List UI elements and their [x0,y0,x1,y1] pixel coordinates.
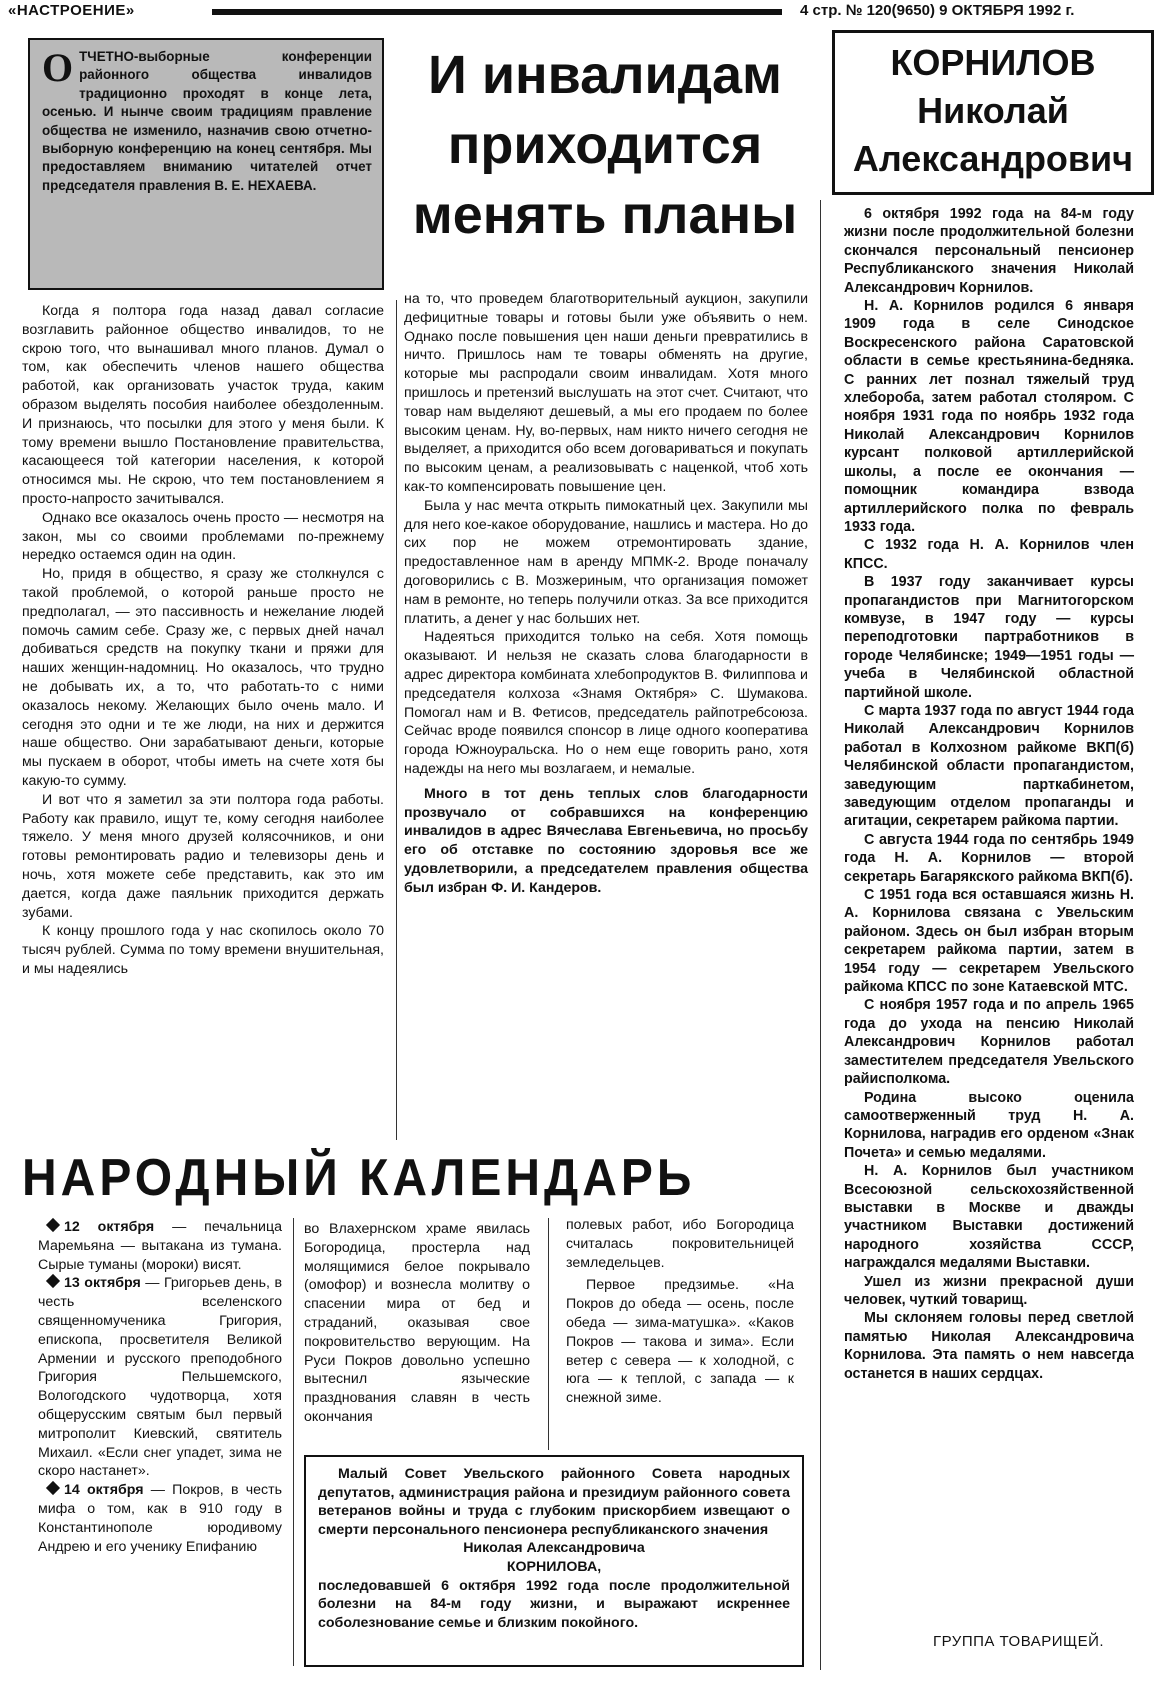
article-paragraph: Надеяться приходится только на себя. Хотя помощь оказывают. И нельзя не сказать слова благодарности в адрес директора комбината хлебопродуктов В. Филиппова и председателя колхоза «Знамя Октября» С. Шумакова. Помогал нам и В. Фетисов, председатель райпотребсоюза. Сейчас вроде появился спонсор в лице одного кооператива города Южноуральска. Но о нем еще говорить рано, хотя надежды на него мы возлагаем, и немалые. [404,629,808,777]
obituary-column [844,205,1134,1383]
intro-box [28,38,384,290]
diamond-bullet-icon [46,1274,60,1288]
obituary-paragraph: В 1937 году заканчивает курсы пропагандистов при Магнитогорском комвузе, в 1947 году — курсы переподготовки партработников в городе Челябинске; 1949—1951 годы — учеба в Челябинской областной партийной школе. [844,574,1134,701]
obituary-paragraph: Родина высоко оценила самоотверженный труд Н. А. Корнилова, наградив его орденом «Знак Почета» и семью медалями. [844,1089,1134,1161]
column-divider [293,1218,294,1666]
calendar-entry-text: — Григорьев день, в честь вселенского священномученика Григория, епископа, просветителя Великой Армении и русского преподобного Григория Пельшемского, Вологодского чудотворца, хотя общерусским святым был первый митрополит Киевский, святитель Михаил. «Если снег упадет, зима не скоро настанет». [38,1275,282,1480]
intro-body: ТЧЕТНО-выборные конференции районного общества инвалидов традиционно проходят в конце лета, осенью. И нынче своим традициям правление общества не изменило, назначив свою отчетно-выборную конференцию на конец сентября. Мы предоставляем вниманию читателей отчет председателя правления В. Е. НЕХАЕВА. [42,49,372,193]
calendar-entry [38,1274,282,1481]
column-divider [548,1218,549,1450]
obituary-paragraph: С 1951 года вся оставшаяся жизнь Н. А. Корнилова связана с Увельским районом. Здесь он был избран вторым секретарем райкома партии, затем в 1954 году — секретарем Увельского райкома КПСС по зоне Катаевской МТС. [844,887,1134,996]
article-paragraph: И вот что я заметил за эти полтора года работы. Работу как правило, ищут те, кому сегодня наиболее тяжело. У меня много друзей колясочников, и они готовы ремонтировать радио и телевизоры день и ночь, хотя можете себе представить, как это им дается, когда даже паяльник приходится держать зубами. [22,791,384,921]
article-paragraph: Но, придя в общество, я сразу же столкнулся с такой проблемой, о которой раньше просто не предполагал, — это пассивность и нежелание людей помочь самим себе. Сразу же, с первых дней начал добиваться средств на покупку ткани и пряжи для наших женщин-надомниц. Но оказалось, что трудно не добывать их, а то, что работать-то с ними оказалось некому. Желающих было очень мало. И сегодня это одни и те же люди, на них и держится наше общество. Они зарабатывают деньги, которые мы пускаем в оборот, чтобы иметь на счете хотя бы какую-то сумму. [22,566,384,789]
calendar-date: 14 октября [64,1482,144,1499]
diamond-bullet-icon [46,1481,60,1495]
article-closing: Много в тот день теплых слов благодарности прозвучало от собравшихся на конференцию инвалидов в адрес Вячеслава Евгеньевича, но просьбу его об отставке по состоянию здоровья все же удовлетворили, а председателем правления общества был избран Ф. И. Кандеров. [404,785,808,896]
article-column-2 [404,290,808,898]
column-divider [396,300,397,1140]
obituary-paragraph: Н. А. Корнилов был участником Всесоюзной сельскохозяйственной выставки в Москве и дважды участником Выставки достижений народного хозяйства СССР, награждался медалями Выставки. [844,1163,1134,1272]
issue-info: 4 стр. № 120(9650) 9 ОКТЯБРЯ 1992 г. [800,2,1075,19]
obituary-first-name: Николай [917,90,1069,131]
column-divider [820,200,821,1670]
condolence-surname: КОРНИЛОВА, [506,1558,602,1575]
headline-line-2: приходится [447,115,763,175]
article-column-1 [22,302,384,979]
calendar-paragraph: Первое предзимье. «На Покров до обеда — осень, после обеда — зима-матушка». «Каков Покров — такова и зима». Если ветер с севера — к холодной, с юга — к теплой, с запада — к снежной зиме. [566,1277,794,1407]
calendar-column-1 [38,1218,282,1556]
condolence-text: Малый Совет Увельского районного Совета народных депутатов, администрация района и президиум районного совета ветеранов войны и труда с глубоким прискорбием извещают о смерти персонального пенсионера республиканского значения [318,1466,790,1538]
obituary-paragraph: Мы склоняем головы перед светлой памятью Николая Александровича Корнилова. Эта память о нем навсегда останется в наших сердцах. [844,1310,1134,1382]
section-label: «НАСТРОЕНИЕ» [8,2,135,19]
obituary-paragraph: С марта 1937 года по август 1944 года Николай Александрович Корнилов работал в Колхозном райкоме ВКП(б) Челябинской области пропагандистом, заведующим парткабинетом, заведующим отделом пропаганды и агитации, секретарем райкома партии. [844,702,1134,830]
obituary-name-box [832,30,1154,195]
condolence-text: последовавшей 6 октября 1992 года после продолжительной болезни на 84-м году жизни, и выражают искреннее соболезнование семье и близким покойного. [318,1577,790,1631]
calendar-title: НАРОДНЫЙ КАЛЕНДАРЬ [22,1149,696,1208]
headline-line-3: менять планы [412,185,798,245]
article-paragraph: К концу прошлого года у нас скопилось около 70 тысяч рублей. Сумма по тому времени внушительная, и мы надеялись [22,923,384,977]
article-paragraph: Была у нас мечта открыть пимокатный цех. Закупили мы для него кое-какое оборудование, нашлись и мастера. Но до сих пор не можем отремонтировать здание, предоставленное нам в аренду МПМК-2. Вроде поначалу договорились с В. Мозжериным, что организация поможет нам в ремонте, но теперь получили отказ. За все приходится платить, а денег у нас больших нет. [404,497,808,627]
header-rule [212,9,782,15]
calendar-date: 13 октября [64,1275,141,1292]
intro-dropcap: О [42,45,74,90]
calendar-column-3 [566,1216,794,1408]
obituary-paragraph: Н. А. Корнилов родился 6 января 1909 года в селе Синодское Воскресенского района Саратовской области в семье крестьянина-бедняка. С ранних лет познал тяжелый труд хлебороба, затем работал столяром. С ноября 1931 года по ноябрь 1932 года Николай Александрович Корнилов курсант полковой артиллерийской школы, а после ее окончания — помощник командира взвода артиллерийского полка по февраль 1933 года. [844,298,1134,535]
calendar-paragraph: полевых работ, ибо Богородица считалась покровительницей земледельцев. [566,1217,794,1271]
calendar-entry-text: — Покров, в честь мифа о том, как в 910 году в Константинополе юродивому Андрею и его ученику Епифанию [38,1482,282,1555]
obituary-paragraph: 6 октября 1992 года на 84-м году жизни после продолжительной болезни скончался персональный пенсионер Республиканского значения Николай Александрович Корнилов. [844,206,1134,296]
calendar-entry [38,1481,282,1556]
calendar-paragraph: во Влахернском храме явилась Богородица, простерла над молящимися белое покрывало (омофор) и вознесла молитву о спасении мира от бед и страданий, оказывая свое покровительство верующим. На Руси Покров довольно успешно вытеснил языческие празднования славян в честь окончания [304,1221,530,1425]
obituary-paragraph: С 1932 года Н. А. Корнилов член КПСС. [844,537,1134,572]
calendar-date: 12 октября [64,1219,155,1235]
headline-line-1: И инвалидам [428,45,782,105]
calendar-entry-text: — печальница Маремьяна — вытакана из тумана. Сырые туманы (мороки) висят. [38,1219,282,1273]
obituary-surname: КОРНИЛОВ [890,42,1096,83]
calendar-entry [38,1218,282,1274]
condolence-name: Николая Александровича [463,1540,645,1557]
article-paragraph: Однако все оказалось очень просто — несмотря на закон, мы со своими проблемами по-прежнему нередко остаемся один на один. [22,509,384,564]
obituary-paragraph: С августа 1944 года по сентябрь 1949 года Н. А. Корнилов — второй секретарь Багарякского райкома ВКП(б). [844,831,1134,885]
headline [400,40,810,250]
obituary-paragraph: С ноября 1957 года и по апрель 1965 года до ухода на пенсию Николай Александрович Корнилов работал заместителем председателя Увельского райисполкома. [844,997,1134,1088]
obituary-signature: ГРУППА ТОВАРИЩЕЙ. [933,1633,1105,1650]
obituary-patronymic: Александрович [852,138,1134,179]
diamond-bullet-icon [46,1218,60,1232]
condolence-box [304,1455,804,1667]
obituary-paragraph: Ушел из жизни прекрасной души человек, чуткий товарищ. [844,1273,1134,1308]
article-paragraph: Когда я полтора года назад давал согласие возглавить районное общество инвалидов, то не скрою того, что вынашивал много планов. Думал о том, как обеспечить членов нашего общества работой, как организовать участок труда, каким образом выделять пособия наиболее обездоленным. И признаюсь, что посылки для этого у меня были. К тому времени вышло Постановление правительства, касающееся той категории населения, к которой относимся мы. Не скрою, что тем постановлением я просто-напросто зачитывался. [22,303,384,507]
article-paragraph: на то, что проведем благотворительный аукцион, закупили дефицитные товары и готовы были уже объявить о нем. Однако после повышения цен наши деньги превратились в ничто. Пришлось нам те товары обменять на другие, которые мы распродали своим инвалидам. Хотя много пришлось и претензий выслушать на этот счет. Считают, что товар нам выделяют дешевый, а мы его продаем по более высоким ценам. Ну, во-первых, нам никто ничего сегодня не выделяет, а приходится обо всем договариваться и покупать по высоким ценам, а реализовывать с наценкой, чтоб хоть как-то компенсировать повышение цен. [404,291,808,495]
intro-text [42,45,372,195]
calendar-column-2 [304,1220,530,1427]
